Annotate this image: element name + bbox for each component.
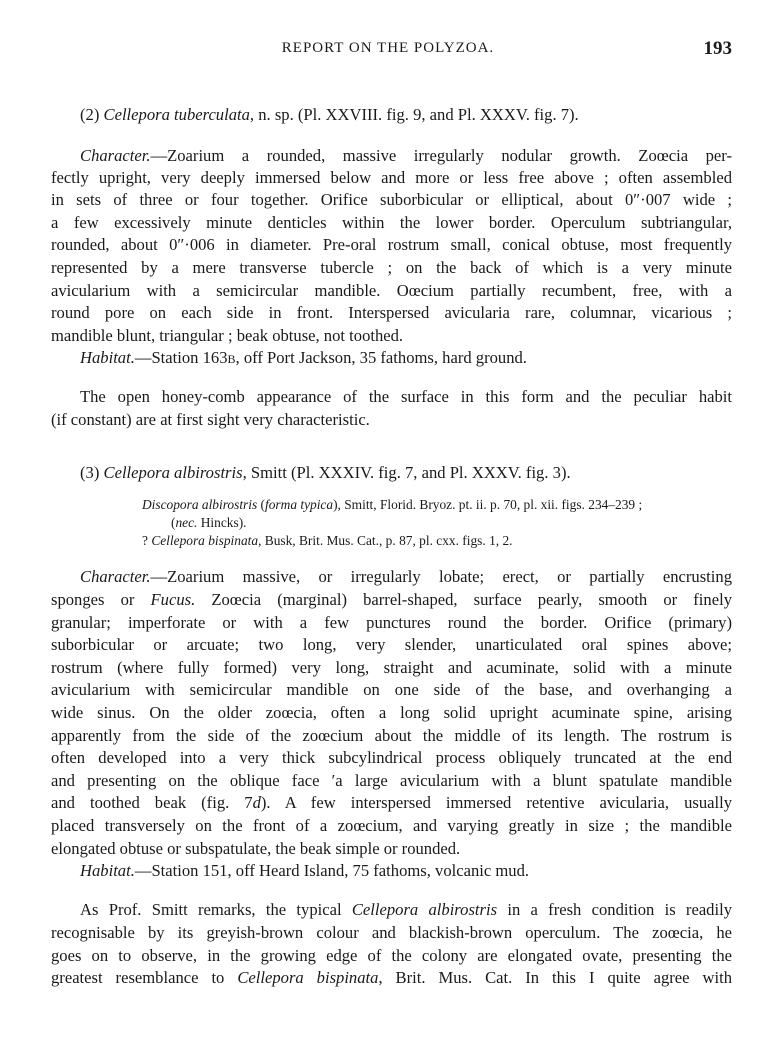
character-paragraph-line: fectly upright, very deeply immersed below and more or less free above ; often assembled (51, 168, 732, 187)
habitat-label: Habitat. (80, 348, 135, 367)
habitat-line: Habitat.—Station 163b, off Port Jackson, 35 fathoms, hard ground. (80, 348, 527, 367)
species-name: Cellepora albirostris (103, 463, 243, 482)
character-paragraph-line: placed transversely on the front of a zoœcium, and varying greatly in size ; the mandible (51, 816, 732, 835)
species-reference: , n. sp. (Pl. XXVIII. fig. 9, and Pl. XXXV. fig. 7). (249, 105, 579, 124)
synonym-entry: ? Cellepora bispinata, Busk, Brit. Mus. Cat., p. 87, pl. cxx. figs. 1, 2. (142, 533, 513, 548)
character-paragraph-line: elongated obtuse or subspatulate, the beak simple or rounded. (51, 839, 461, 858)
habitat-label: Habitat. (80, 861, 135, 880)
character-paragraph-line: Character.—Zoarium a rounded, massive irregularly nodular growth. Zoœcia per- (80, 146, 732, 165)
running-title: REPORT ON THE POLYZOA. (281, 40, 495, 56)
species-name: Cellepora tuberculata (103, 105, 250, 124)
remark-paragraph-line: The open honey-comb appearance of the surface in this form and the peculiar habit (80, 387, 732, 406)
character-paragraph-line: rostrum (where fully formed) very long, straight and acuminate, solid with a minute (51, 658, 732, 677)
character-paragraph-line: in sets of three or four together. Orifice suborbicular or elliptical, about 0″·007 wide ; (51, 190, 732, 209)
character-label: Character. (80, 567, 151, 586)
species-2-heading (80, 104, 761, 126)
synonym-entry-continuation: (nec. Hincks). (171, 515, 247, 530)
remark-paragraph-line: As Prof. Smitt remarks, the typical Cellepora albirostris in a fresh condition is readily (80, 900, 733, 919)
character-paragraph-line: and toothed beak (fig. 7d). A few interspersed immersed retentive avicularia, usually (51, 793, 732, 812)
page-number: 193 (703, 38, 732, 59)
character-paragraph-line: granular; imperforate or with a few punctures round the border. Orifice (primary) (51, 613, 732, 632)
character-paragraph-line: mandible blunt, triangular ; beak obtuse, not toothed. (51, 326, 404, 345)
species-reference: , Smitt (Pl. XXXIV. fig. 7, and Pl. XXXV. fig. 3). (242, 463, 571, 482)
character-paragraph-line: avicularium with a semicircular mandible. Oœcium partially recumbent, free, with a (51, 281, 732, 300)
character-paragraph-line: round pore on each side in front. Interspersed avicularia rare, columnar, vicarious ; (51, 303, 732, 322)
species-number: (2) (80, 105, 100, 124)
character-paragraph-line: suborbicular or arcuate; two long, very slender, unarticulated oral spines above; (51, 635, 732, 654)
character-paragraph-line: apparently from the side of the zoœcium about the middle of its length. The rostrum is (51, 726, 732, 745)
character-label: Character. (80, 146, 151, 165)
character-paragraph-line: often developed into a very thick subcylindrical process obliquely truncated at the end (51, 748, 732, 767)
habitat-line: Habitat.—Station 151, off Heard Island, 75 fathoms, volcanic mud. (80, 861, 530, 880)
running-header (0, 40, 776, 64)
character-paragraph-line: and presenting on the oblique face ʹa large avicularium with a blunt spatulate mandible (51, 771, 732, 790)
remark-paragraph-line: recognisable by its greyish-brown colour and blackish-brown operculum. The zoœcia, he (51, 923, 732, 942)
remark-paragraph-line: greatest resemblance to Cellepora bispinata, Brit. Mus. Cat. In this I quite agree with (51, 968, 733, 987)
character-paragraph-line: represented by a mere transverse tubercle ; on the back of which is a very minute (51, 258, 732, 277)
remark-paragraph-line: (if constant) are at first sight very characteristic. (51, 410, 370, 429)
character-paragraph-line: Character.—Zoarium massive, or irregularly lobate; erect, or partially encrusting (80, 567, 732, 586)
character-paragraph-line: wide sinus. On the older zoœcia, often a long solid upright acuminate spine, arising (51, 703, 732, 722)
synonym-entry: Discopora albirostris (forma typica), Smitt, Florid. Bryoz. pt. ii. p. 70, pl. xii. figs. 234–239 ; (142, 497, 643, 512)
character-paragraph-line: sponges or Fucus. Zoœcia (marginal) barrel-shaped, surface pearly, smooth or finely (51, 590, 732, 609)
species-3-heading (80, 462, 761, 484)
character-paragraph-line: a few excessively minute denticles within the lower border. Operculum subtriangular, (51, 213, 732, 232)
remark-paragraph-line: goes on to observe, in the growing edge of the colony are elongated ovate, presenting the (51, 946, 732, 965)
character-paragraph-line: avicularium with semicircular mandible on one side of the base, and overhanging a (51, 680, 732, 699)
character-paragraph-line: rounded, about 0″·006 in diameter. Pre-oral rostrum small, conical obtuse, most frequently (51, 235, 732, 254)
species-number: (3) (80, 463, 100, 482)
